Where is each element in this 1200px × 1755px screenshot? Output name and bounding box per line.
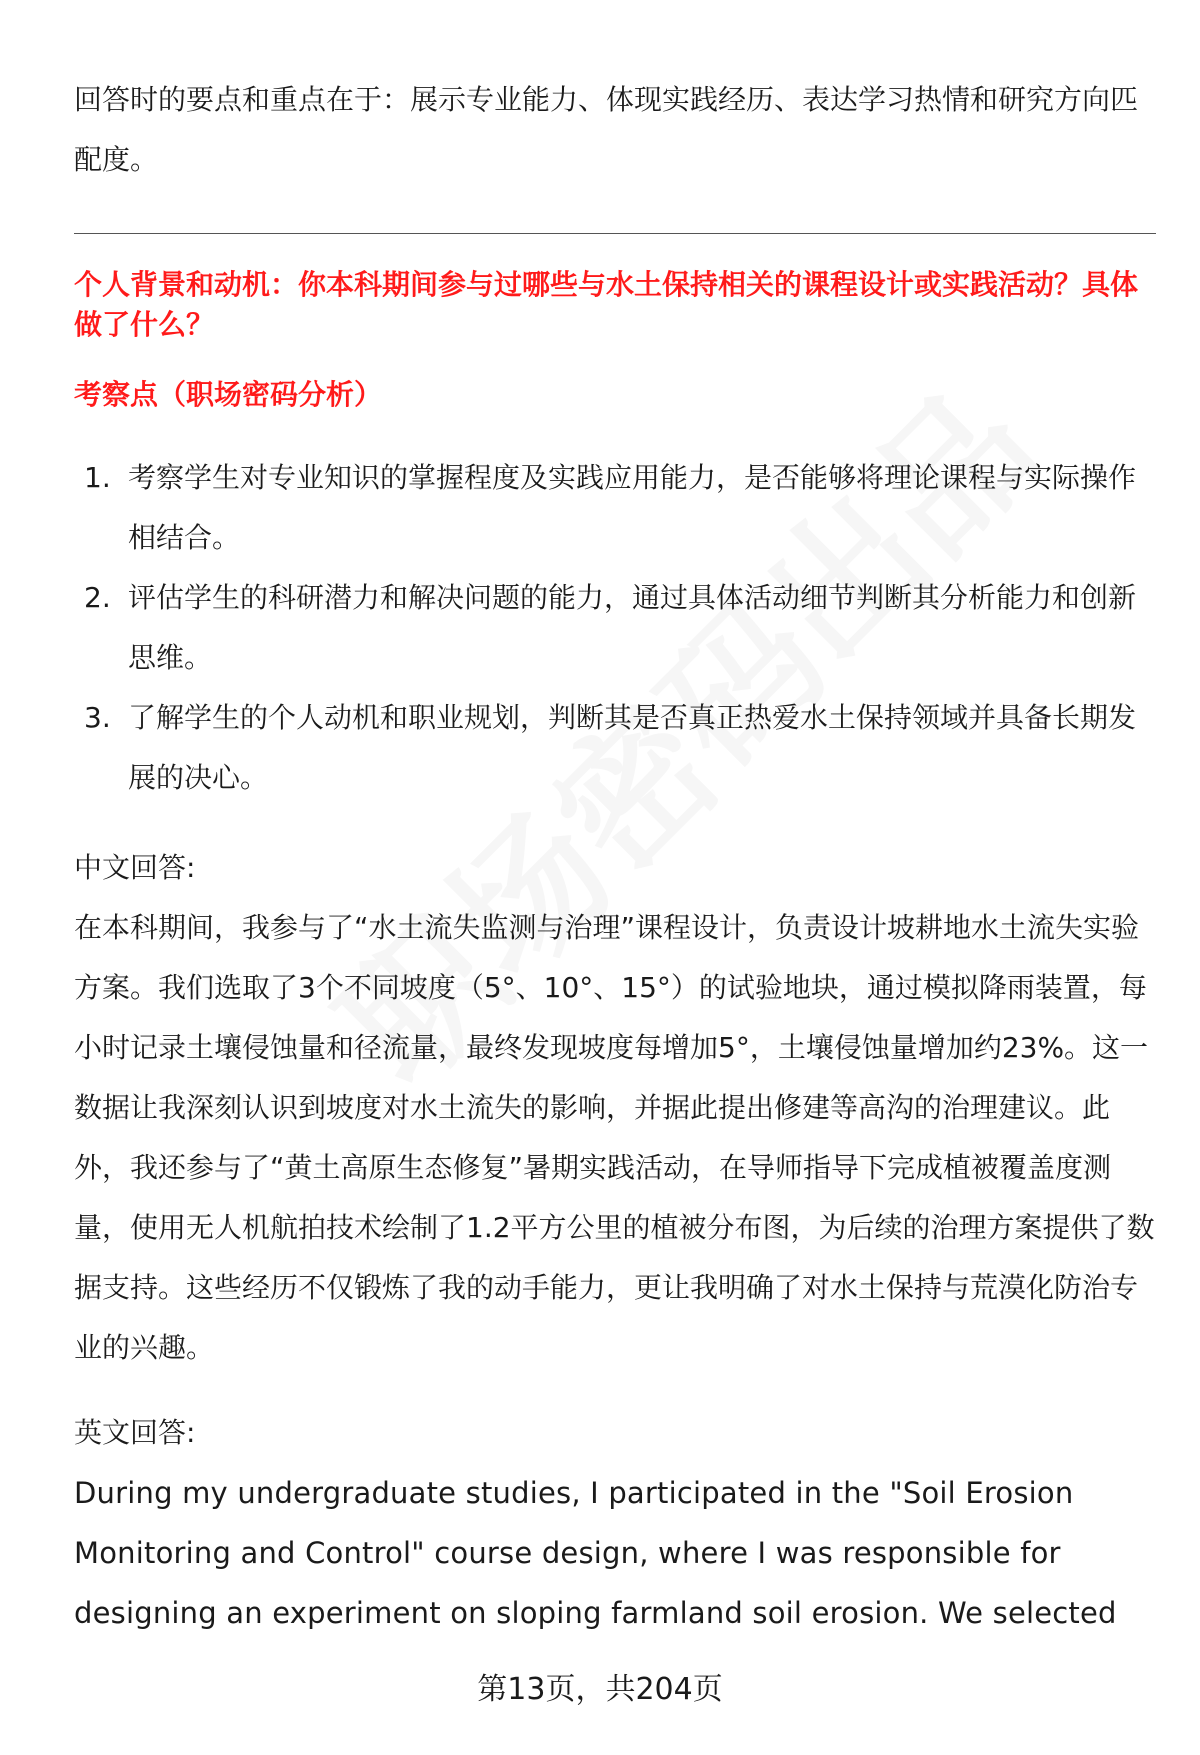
question-heading: 个人背景和动机：你本科期间参与过哪些与水土保持相关的课程设计或实践活动？具体做了什么？ [74, 268, 1139, 341]
english-answer: During my undergraduate studies, I participated in the "Soil Erosion Monitoring and Control" course design, where I was responsible for designing an experiment on sloping farmland soil erosion. We selected [74, 1476, 1117, 1630]
page-footer: 第13页，共204页 [477, 1672, 723, 1707]
english-answer-label: 英文回答: [74, 1416, 196, 1449]
list-item [74, 568, 1156, 688]
assessment-heading: 考察点（职场密码分析） [74, 378, 383, 411]
section-divider [74, 233, 1156, 234]
list-item-text: 评估学生的科研潜力和解决问题的能力，通过具体活动细节判断其分析能力和创新思维。 [128, 581, 1137, 674]
chinese-answer: 在本科期间，我参与了“水土流失监测与治理”课程设计，负责设计坡耕地水土流失实验方案。我们选取了3个不同坡度（5°、10°、15°）的试验地块，通过模拟降雨装置，每小时记录土壤侵蚀量和径流量，最终发现坡度每增加5°，土壤侵蚀量增加约23%。这一数据让我深刻认识到坡度对水土流失的影响，并据此提出修建等高沟的治理建议。此外，我还参与了“黄土高原生态修复”暑期实践活动，在导师指导下完成植被覆盖度测量，使用无人机航拍技术绘制了1.2平方公里的植被分布图，为后续的治理方案提供了数据支持。这些经历不仅锻炼了我的动手能力，更让我明确了对水土保持与荒漠化防治专业的兴趣。 [74, 911, 1155, 1364]
list-number: 1. [84, 461, 111, 494]
chinese-answer-label: 中文回答: [74, 851, 196, 884]
list-number: 3. [84, 701, 111, 734]
assessment-list [74, 448, 1156, 808]
intro-paragraph: 回答时的要点和重点在于：展示专业能力、体现实践经历、表达学习热情和研究方向匹配度。 [74, 83, 1139, 176]
list-item [74, 688, 1156, 808]
list-item-text: 考察学生对专业知识的掌握程度及实践应用能力，是否能够将理论课程与实际操作相结合。 [128, 461, 1137, 554]
list-item-text: 了解学生的个人动机和职业规划，判断其是否真正热爱水土保持领域并具备长期发展的决心。 [128, 701, 1137, 794]
list-item [74, 448, 1156, 568]
list-number: 2. [84, 581, 111, 614]
